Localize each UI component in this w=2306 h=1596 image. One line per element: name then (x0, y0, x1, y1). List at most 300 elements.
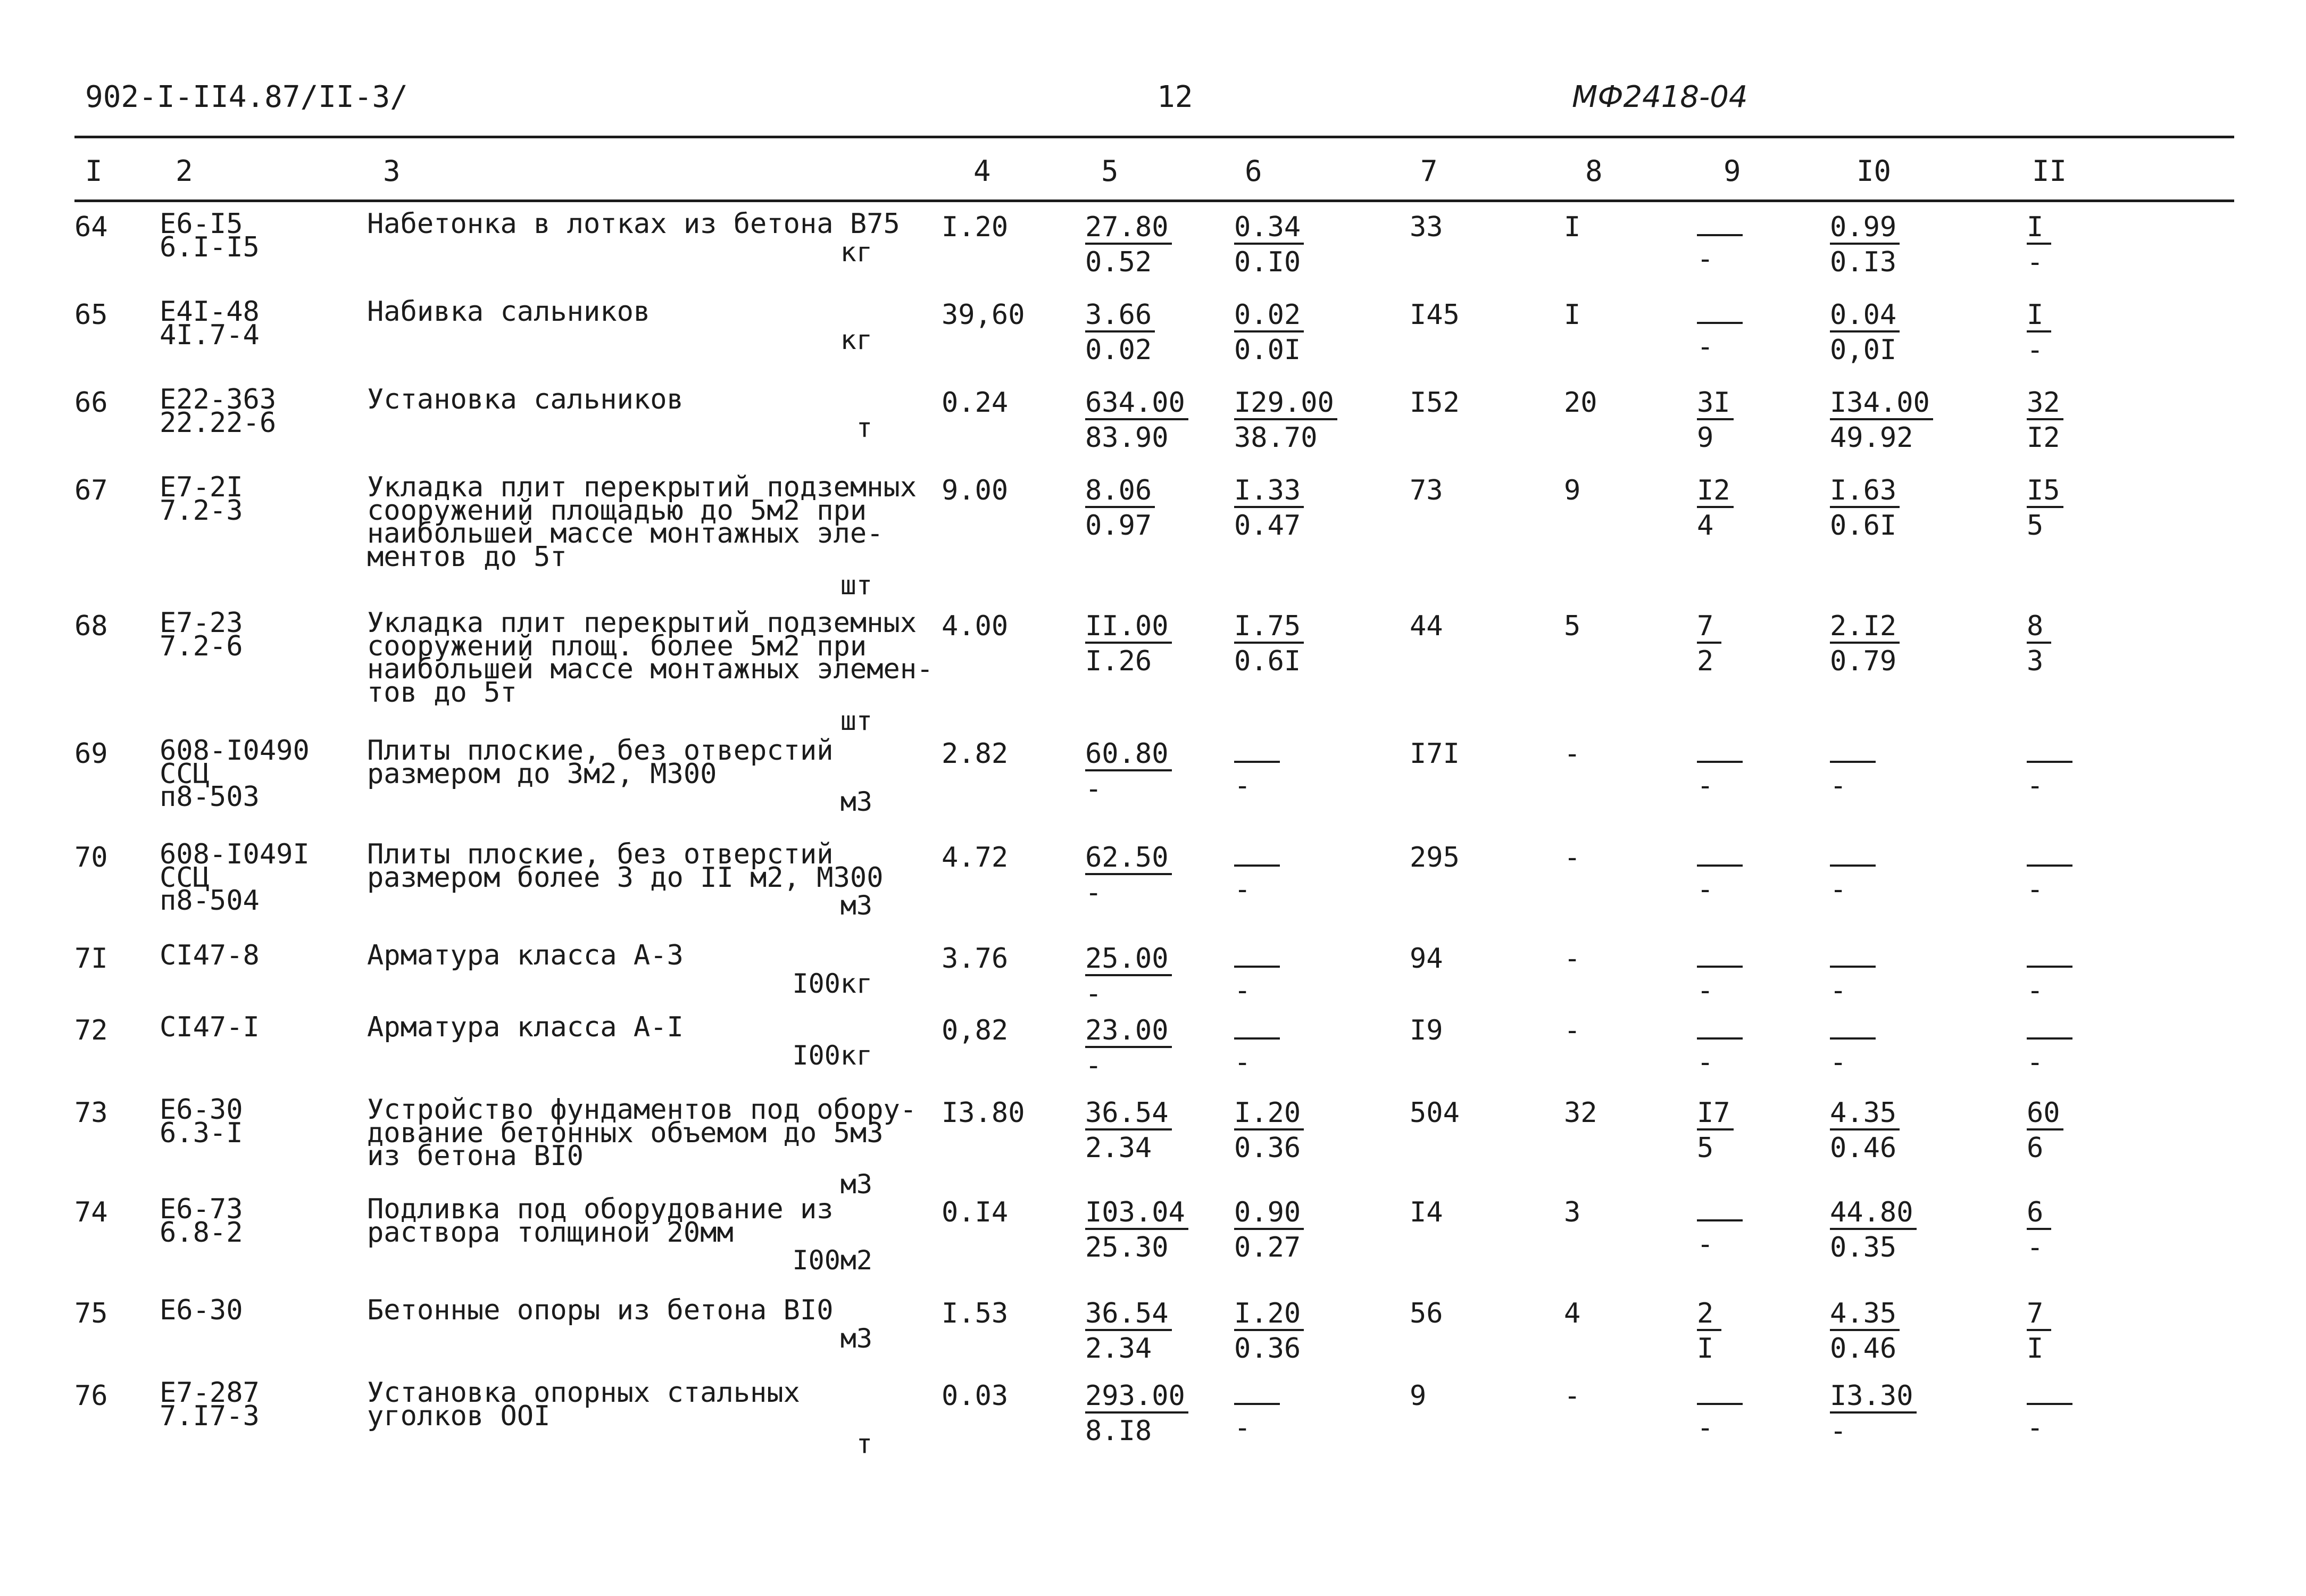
cell-8 (1564, 213, 1697, 301)
value-col11-denominator: 5 (2027, 510, 2044, 542)
work-description (367, 1011, 942, 1043)
column-header-4: 4 (973, 154, 991, 188)
cell-8 (1564, 843, 1697, 944)
value-col5-denominator: 83.90 (1085, 422, 1169, 454)
cell-7 (1410, 739, 1564, 843)
column-header-7: 7 (1420, 154, 1438, 188)
cell-quantity (942, 301, 1085, 388)
cell-description (367, 1094, 942, 1200)
rate-code-line: 7.2-3 (160, 494, 243, 527)
work-description-line: Плиты плоские, без отверстий (367, 735, 834, 767)
value-col11 (2027, 1198, 2224, 1262)
value-col5-numerator: II.00 (1085, 612, 1172, 644)
cell-quantity (942, 1198, 1085, 1299)
value-col6-numerator: I.20 (1234, 1299, 1304, 1331)
work-description-line: Арматура класса А-3 (367, 940, 684, 971)
value-col7: 9 (1410, 1380, 1427, 1412)
value-col5 (1085, 1380, 1234, 1448)
value-col11-denominator: I2 (2027, 422, 2060, 454)
value-col8: 4 (1564, 1298, 1581, 1330)
rate-code-line: Е7-2I (160, 471, 243, 503)
cell-7 (1410, 1382, 1564, 1472)
column-header-8: 8 (1585, 154, 1603, 188)
value-col5-numerator: 3.66 (1085, 301, 1155, 332)
value-col9-numerator: I2 (1697, 476, 1734, 508)
quantity: 0.03 (942, 1380, 1009, 1412)
value-col10 (1830, 739, 2027, 800)
value-col10-denominator: - (1830, 770, 1847, 802)
cell-10 (1830, 612, 2027, 739)
cell-description (367, 296, 942, 388)
cell-11 (2027, 476, 2224, 612)
value-col6 (1234, 299, 1410, 367)
table-row (74, 739, 2224, 843)
quantity: I.53 (942, 1298, 1009, 1330)
cell-number (74, 739, 160, 843)
rate-code-line: Е6-73 (160, 1193, 243, 1226)
table-row (74, 612, 2224, 739)
value-col5 (1085, 843, 1234, 907)
work-description (367, 735, 942, 790)
cell-code (160, 1377, 367, 1472)
value-col11-numerator (2027, 1402, 2072, 1405)
value-col7: I45 (1410, 299, 1460, 331)
rate-code-line: СI47-8 (160, 940, 260, 971)
row-number: 64 (74, 211, 108, 243)
value-col10 (1830, 1016, 2027, 1077)
value-col9-denominator: - (1697, 770, 1714, 802)
cell-11 (2027, 1382, 2224, 1472)
value-col9-denominator: - (1697, 975, 1714, 1007)
value-col9-denominator: - (1697, 874, 1714, 906)
table-row (74, 301, 2224, 388)
value-col10 (1830, 1198, 2027, 1262)
rate-code (160, 296, 367, 351)
cell-6 (1234, 944, 1410, 1016)
cell-description (367, 1294, 942, 1382)
work-description-line: Подливка под оборудование из (367, 1193, 834, 1226)
value-col6-numerator (1234, 965, 1280, 968)
value-col7: 73 (1410, 475, 1443, 506)
estimate-table (74, 208, 2224, 1472)
value-col9 (1697, 1382, 1830, 1442)
cell-code (160, 208, 367, 301)
value-col9-numerator (1697, 321, 1743, 324)
cell-number (74, 612, 160, 739)
cell-quantity (942, 388, 1085, 476)
value-col9 (1697, 843, 1830, 904)
rate-code-line: 608-I0490 (160, 735, 310, 767)
cell-5 (1085, 739, 1234, 843)
value-col9 (1697, 1016, 1830, 1077)
cell-6 (1234, 388, 1410, 476)
value-col9 (1697, 944, 1830, 1005)
cell-code (160, 1193, 367, 1299)
table-row (74, 1198, 2224, 1299)
value-col10 (1830, 299, 2027, 367)
rate-code-line: п8-503 (160, 781, 260, 813)
value-col5-denominator: - (1085, 1050, 1102, 1082)
value-col10-numerator: 4.35 (1830, 1099, 1900, 1130)
work-description (367, 1193, 942, 1249)
page-number: 12 (1157, 80, 1193, 114)
value-col7: I9 (1410, 1015, 1443, 1046)
cell-5 (1085, 1099, 1234, 1198)
value-col5 (1085, 739, 1234, 803)
value-col9-numerator (1697, 863, 1743, 867)
cell-7 (1410, 1016, 1564, 1099)
value-col10-numerator: 4.35 (1830, 1299, 1900, 1331)
table-row (74, 1382, 2224, 1472)
value-col11-denominator: - (2027, 1412, 2044, 1444)
value-col5 (1085, 944, 1234, 1008)
cell-quantity (942, 612, 1085, 739)
value-col5-denominator: 8.I8 (1085, 1415, 1152, 1448)
cell-code (160, 607, 367, 739)
value-col6 (1234, 1198, 1410, 1262)
value-col10-numerator: I3.30 (1830, 1382, 1917, 1414)
value-col6-numerator: 0.34 (1234, 213, 1304, 245)
cell-quantity (942, 843, 1085, 944)
value-col5 (1085, 1016, 1234, 1080)
cell-10 (1830, 301, 2027, 388)
cell-5 (1085, 944, 1234, 1016)
cell-number (74, 944, 160, 1016)
value-col9 (1697, 476, 1830, 540)
cell-6 (1234, 1382, 1410, 1472)
cell-9 (1697, 476, 1830, 612)
cell-11 (2027, 1099, 2224, 1198)
value-col11-denominator: - (2027, 975, 2044, 1007)
table-row (74, 944, 2224, 1016)
value-col9-denominator: I (1697, 1333, 1714, 1365)
cell-description (367, 735, 942, 843)
table-row (74, 843, 2224, 944)
value-col7: I7I (1410, 738, 1460, 770)
cell-7 (1410, 612, 1564, 739)
cell-9 (1697, 213, 1830, 301)
work-description-line: Бетонные опоры из бетона ВI0 (367, 1294, 834, 1327)
value-col9-numerator: I7 (1697, 1099, 1734, 1130)
cell-7 (1410, 1299, 1564, 1382)
value-col8: - (1564, 738, 1581, 770)
value-col11-numerator (2027, 1036, 2072, 1040)
value-col9-numerator: 3I (1697, 388, 1734, 420)
value-col10-denominator: 0.46 (1830, 1333, 1897, 1365)
value-col6-denominator: 0.27 (1234, 1232, 1301, 1264)
value-col7: 295 (1410, 842, 1460, 874)
cell-6 (1234, 739, 1410, 843)
row-number: 73 (74, 1097, 108, 1129)
value-col5 (1085, 1097, 1234, 1165)
rate-code (160, 1193, 367, 1249)
value-col6-denominator: 0.I0 (1234, 246, 1301, 279)
value-col11-numerator (2027, 760, 2072, 763)
value-col8: 5 (1564, 610, 1581, 642)
cell-10 (1830, 739, 2027, 843)
cell-description (367, 208, 942, 301)
quantity: I3.80 (942, 1097, 1025, 1129)
cell-8 (1564, 1299, 1697, 1382)
column-header-3: 3 (383, 154, 401, 188)
cell-number (74, 1016, 160, 1099)
value-col5-denominator: 0.02 (1085, 334, 1152, 367)
value-col7: 94 (1410, 943, 1443, 975)
rate-code-line: Е22-363 (160, 384, 277, 415)
rate-code-line: Е6-I5 (160, 208, 243, 240)
unit-of-measure: I00м2 (792, 1245, 872, 1276)
value-col10-numerator: I.63 (1830, 476, 1900, 508)
value-col9-numerator (1697, 965, 1743, 968)
cell-quantity (942, 1099, 1085, 1198)
cell-8 (1564, 388, 1697, 476)
value-col6 (1234, 213, 1410, 277)
value-col8: - (1564, 842, 1581, 874)
cell-6 (1234, 612, 1410, 739)
cell-10 (1830, 213, 2027, 301)
value-col10 (1830, 1380, 2027, 1448)
value-col9 (1697, 1299, 1830, 1363)
rate-code-line: СI47-I (160, 1011, 260, 1043)
value-col7: 56 (1410, 1298, 1443, 1330)
header-rule-bottom (74, 200, 2234, 202)
value-col5-numerator: 293.00 (1085, 1382, 1188, 1414)
cell-10 (1830, 944, 2027, 1016)
value-col9-denominator: 2 (1697, 645, 1714, 678)
value-col5 (1085, 299, 1234, 367)
value-col5 (1085, 612, 1234, 676)
value-col11 (2027, 944, 2224, 1005)
cell-8 (1564, 1016, 1697, 1099)
rate-code-line: 22.22-6 (160, 406, 277, 439)
cell-quantity (942, 1299, 1085, 1382)
value-col6-denominator: - (1234, 975, 1251, 1007)
value-col9 (1697, 213, 1830, 276)
value-col11-numerator: 32 (2027, 388, 2063, 420)
rate-code-line: ССЦ (160, 758, 210, 790)
rate-code (160, 384, 367, 439)
cell-9 (1697, 1198, 1830, 1299)
rate-code (160, 471, 367, 527)
value-col5 (1085, 476, 1234, 540)
cell-description (367, 838, 942, 944)
value-col8: I (1564, 299, 1581, 331)
header-rule-top (74, 136, 2234, 138)
work-description (367, 607, 942, 709)
cell-9 (1697, 388, 1830, 476)
cell-number (74, 1299, 160, 1382)
unit-of-measure: м3 (840, 1169, 872, 1200)
rate-code (160, 208, 367, 263)
cell-9 (1697, 843, 1830, 944)
cell-quantity (942, 213, 1085, 301)
quantity: 0,82 (942, 1015, 1009, 1046)
row-number: 72 (74, 1015, 108, 1046)
value-col9-denominator: - (1697, 243, 1714, 276)
work-description-line: наибольшей массе монтажных эле- (367, 518, 884, 550)
cell-code (160, 735, 367, 843)
value-col9-numerator (1697, 233, 1743, 236)
rate-code-line: Е7-23 (160, 607, 243, 639)
row-number: 70 (74, 842, 108, 874)
value-col11-denominator: 6 (2027, 1132, 2044, 1165)
work-description-line: Арматура класса А-I (367, 1011, 684, 1043)
rate-code (160, 1011, 367, 1043)
cell-8 (1564, 1382, 1697, 1472)
value-col8: - (1564, 943, 1581, 975)
value-col11-denominator: - (2027, 1232, 2044, 1264)
rate-code (160, 607, 367, 662)
quantity: 4.00 (942, 610, 1009, 642)
column-header-9: 9 (1724, 154, 1741, 188)
cell-description (367, 1193, 942, 1299)
value-col10-denominator: 0.I3 (1830, 246, 1897, 279)
work-description-line: Укладка плит перекрытий подземных (367, 607, 917, 639)
value-col6-numerator: I29.00 (1234, 388, 1337, 420)
cell-10 (1830, 1198, 2027, 1299)
cell-7 (1410, 301, 1564, 388)
value-col6-numerator: I.75 (1234, 612, 1304, 644)
row-number: 74 (74, 1196, 108, 1229)
value-col5-numerator: 8.06 (1085, 476, 1155, 508)
cell-11 (2027, 1299, 2224, 1382)
cell-description (367, 384, 942, 476)
value-col11-denominator: I (2027, 1333, 2044, 1365)
value-col9-numerator (1697, 1218, 1743, 1221)
value-col11 (2027, 213, 2224, 277)
value-col11-numerator: I5 (2027, 476, 2063, 508)
cell-10 (1830, 1382, 2027, 1472)
value-col9 (1697, 739, 1830, 800)
cell-5 (1085, 612, 1234, 739)
column-header-5: 5 (1101, 154, 1119, 188)
column-header-11: II (2032, 154, 2067, 188)
work-description-line: раствора толщиной 20мм (367, 1216, 734, 1249)
rate-code-line: Е6-30 (160, 1294, 243, 1327)
value-col11-numerator: 60 (2027, 1099, 2063, 1130)
value-col5-numerator: 27.80 (1085, 213, 1172, 245)
row-number: 66 (74, 387, 108, 419)
value-col6 (1234, 843, 1410, 904)
work-description-line: Набивка сальников (367, 296, 651, 328)
value-col11 (2027, 843, 2224, 904)
value-col10-numerator (1830, 863, 1876, 867)
value-col7: 33 (1410, 211, 1443, 243)
cell-7 (1410, 944, 1564, 1016)
unit-of-measure: кг (840, 236, 872, 268)
sheet-code: МФ2418-04 (1572, 80, 1748, 114)
rate-code (160, 735, 367, 813)
value-col5-denominator: 0.52 (1085, 246, 1152, 279)
value-col10-denominator: 0.35 (1830, 1232, 1897, 1264)
cell-9 (1697, 1382, 1830, 1472)
rate-code-line: 6.8-2 (160, 1216, 243, 1249)
cell-10 (1830, 843, 2027, 944)
value-col11-denominator: - (2027, 1046, 2044, 1079)
row-number: 65 (74, 299, 108, 331)
value-col5-denominator: 2.34 (1085, 1333, 1152, 1365)
value-col10-numerator: 0.99 (1830, 213, 1900, 245)
value-col10 (1830, 1097, 2027, 1165)
value-col9 (1697, 388, 1830, 452)
value-col5-denominator: 25.30 (1085, 1232, 1169, 1264)
value-col6 (1234, 476, 1410, 540)
value-col6 (1234, 1382, 1410, 1442)
cell-number (74, 388, 160, 476)
cell-description (367, 1011, 942, 1099)
row-number: 69 (74, 738, 108, 770)
work-description-line: из бетона ВI0 (367, 1140, 584, 1173)
value-col9 (1697, 301, 1830, 361)
value-col10-numerator: 44.80 (1830, 1198, 1917, 1230)
value-col6-denominator: 38.70 (1234, 422, 1318, 454)
cell-9 (1697, 739, 1830, 843)
value-col6-numerator: 0.02 (1234, 301, 1304, 332)
value-col10 (1830, 843, 2027, 904)
cell-7 (1410, 1099, 1564, 1198)
value-col6 (1234, 739, 1410, 800)
rate-code-line: 4I.7-4 (160, 319, 260, 351)
cell-quantity (942, 1382, 1085, 1472)
value-col10-denominator: 0.46 (1830, 1132, 1897, 1165)
value-col10-numerator (1830, 965, 1876, 968)
value-col9-numerator (1697, 1402, 1743, 1405)
value-col5-numerator: 36.54 (1085, 1299, 1172, 1331)
unit-of-measure: кг (840, 324, 872, 355)
value-col6-numerator: I.33 (1234, 476, 1304, 508)
value-col10-denominator: 49.92 (1830, 422, 1913, 454)
value-col8: 32 (1564, 1097, 1597, 1129)
work-description (367, 1094, 942, 1173)
value-col11-numerator (2027, 965, 2072, 968)
value-col10 (1830, 388, 2027, 452)
cell-11 (2027, 388, 2224, 476)
cell-5 (1085, 1016, 1234, 1099)
value-col6-denominator: 0.47 (1234, 510, 1301, 542)
value-col5-denominator: 0.97 (1085, 510, 1152, 542)
value-col10-denominator: - (1830, 874, 1847, 906)
cell-11 (2027, 612, 2224, 739)
cell-number (74, 843, 160, 944)
value-col9-numerator: 2 (1697, 1299, 1721, 1331)
rate-code-line: Е7-287 (160, 1377, 260, 1409)
cell-10 (1830, 476, 2027, 612)
cell-code (160, 1094, 367, 1198)
value-col11 (2027, 739, 2224, 800)
cell-9 (1697, 301, 1830, 388)
unit-of-measure: м3 (840, 1323, 872, 1354)
cell-code (160, 296, 367, 388)
value-col6-denominator: - (1234, 770, 1251, 802)
quantity: I.20 (942, 211, 1009, 243)
value-col5-numerator: 60.80 (1085, 739, 1172, 771)
value-col11 (2027, 1097, 2224, 1165)
cell-description (367, 607, 942, 739)
value-col10-numerator (1830, 1036, 1876, 1040)
cell-number (74, 1099, 160, 1198)
value-col11-numerator: I (2027, 213, 2051, 245)
cell-number (74, 1382, 160, 1472)
cell-description (367, 1377, 942, 1472)
unit-of-measure: шт (840, 705, 872, 736)
table-row (74, 1099, 2224, 1198)
work-description-line: размером до 3м2, М300 (367, 758, 717, 790)
value-col9-denominator: 4 (1697, 510, 1714, 542)
column-header-2: 2 (176, 154, 193, 188)
cell-10 (1830, 1099, 2027, 1198)
unit-of-measure: шт (840, 569, 872, 601)
work-description-line: сооружений площадью до 5м2 при (367, 494, 867, 527)
